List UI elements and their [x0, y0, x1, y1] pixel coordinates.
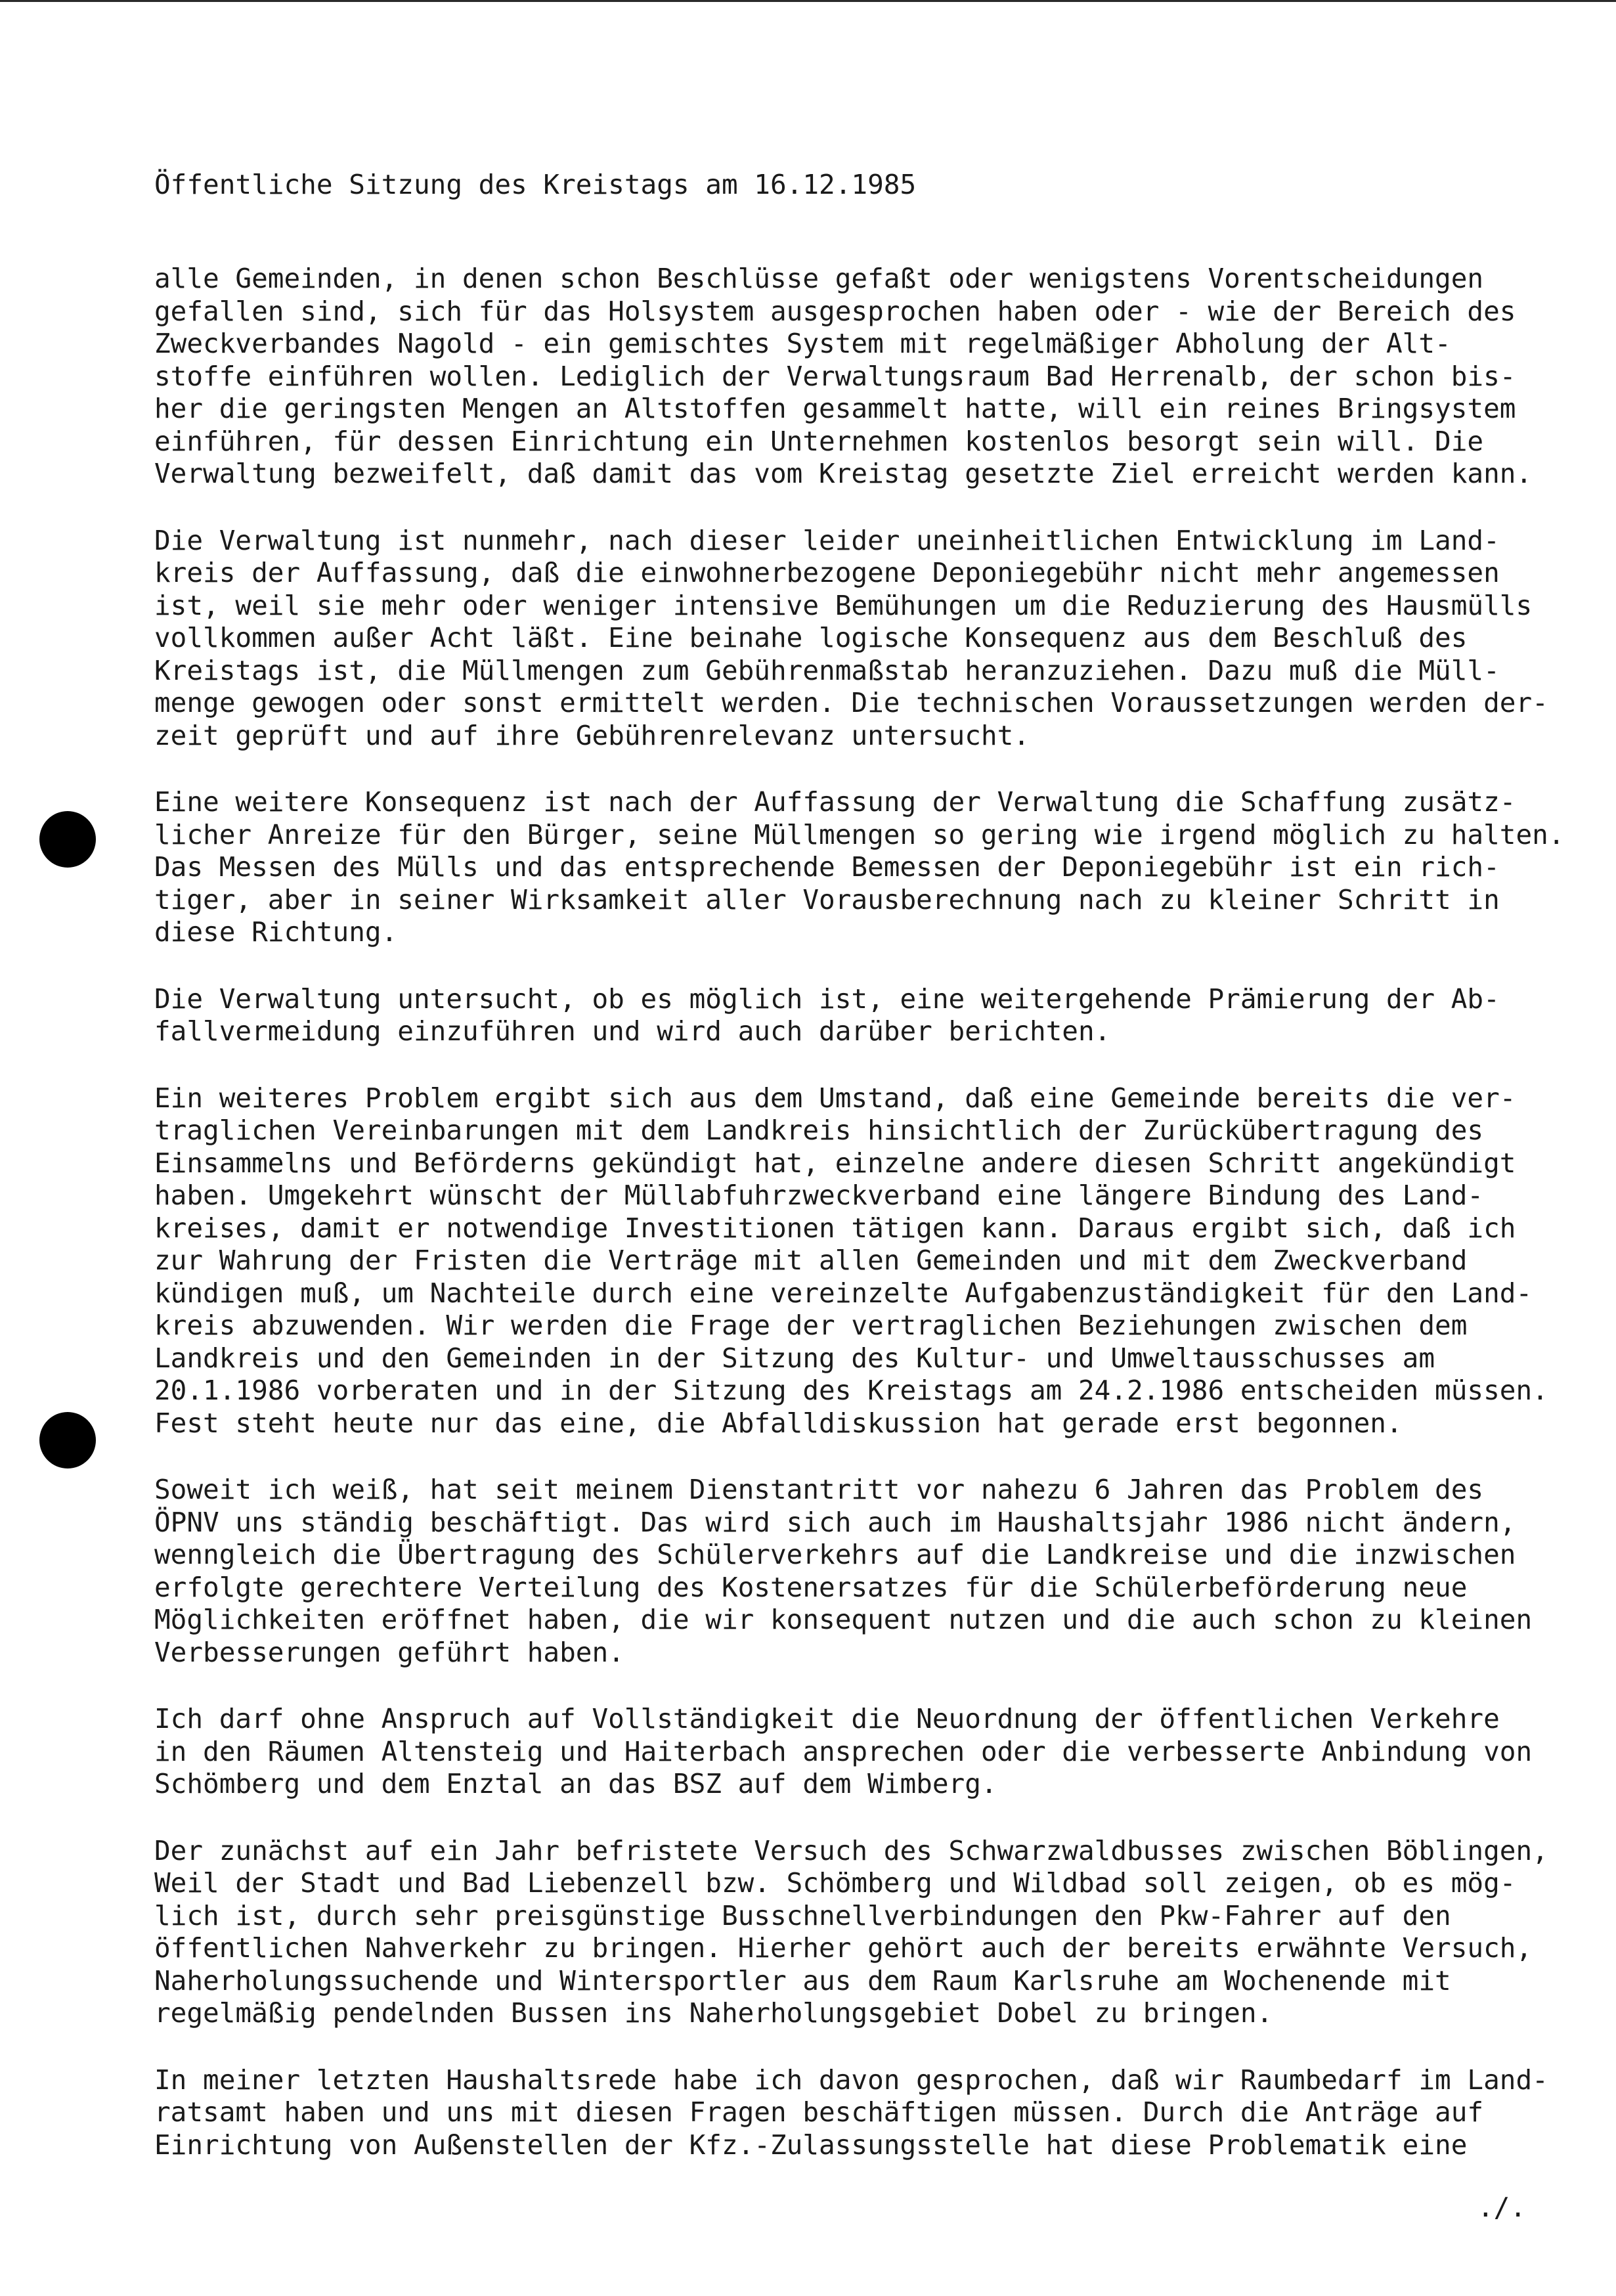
text-line: traglichen Vereinbarungen mit dem Landkreis hinsichtlich der Zurückübertragung des [154, 1115, 1484, 1146]
text-line: Verbesserungen geführt haben. [154, 1636, 624, 1668]
text-line: ist, weil sie mehr oder weniger intensive Bemühungen um die Reduzierung des Hausmülls [154, 589, 1533, 621]
text-line: Die Verwaltung untersucht, ob es möglich ist, eine weitergehende Prämierung der Ab- [154, 982, 1500, 1015]
text-line: menge gewogen oder sonst ermittelt werden. Die technischen Voraussetzungen werden der- [154, 687, 1548, 718]
paragraph [154, 1474, 1566, 1669]
text-line: Das Messen des Mülls und das entsprechende Bemessen der Deponiegebühr ist ein rich- [154, 851, 1500, 883]
text-line: 20.1.1986 vorberaten und in der Sitzung des Kreistags am 24.2.1986 entscheiden müssen. [154, 1375, 1548, 1406]
text-line: her die geringsten Mengen an Altstoffen gesammelt hatte, will ein reines Bringsystem [154, 393, 1516, 424]
text-line: ÖPNV uns ständig beschäftigt. Das wird sich auch im Haushaltsjahr 1986 nicht ändern, [154, 1506, 1516, 1538]
paragraph [154, 1703, 1566, 1801]
text-line: erfolgte gerechtere Verteilung des Kostenersatzes für die Schülerbeförderung neue [154, 1571, 1468, 1603]
text-line: Kreistags ist, die Müllmengen zum Gebührenmaßstab heranzuziehen. Dazu muß die Müll- [154, 654, 1500, 686]
text-line: Der zunächst auf ein Jahr befristete Versuch des Schwarzwaldbusses zwischen Böblingen, [154, 1834, 1548, 1866]
text-line: Einrichtung von Außenstellen der Kfz.-Zulassungsstelle hat diese Problematik eine [154, 2129, 1468, 2161]
paragraph [154, 786, 1566, 949]
text-line: kreis der Auffassung, daß die einwohnerbezogene Deponiegebühr nicht mehr angemessen [154, 557, 1500, 588]
text-line: einführen, für dessen Einrichtung ein Unternehmen kostenlos besorgt sein will. Die [154, 425, 1484, 457]
text-line: Möglichkeiten eröffnet haben, die wir konsequent nutzen und die auch schon zu kleinen [154, 1604, 1533, 1635]
text-line: diese Richtung. [154, 916, 398, 948]
text-line: kreises, damit er notwendige Investitionen tätigen kann. Daraus ergibt sich, daß ich [154, 1212, 1516, 1244]
text-line: stoffe einführen wollen. Lediglich der Verwaltungsraum Bad Herrenalb, der schon bis- [154, 360, 1516, 392]
text-line: In meiner letzten Haushaltsrede habe ich davon gesprochen, daß wir Raumbedarf im Land- [154, 2064, 1548, 2096]
text-line: Einsammelns und Beförderns gekündigt hat, einzelne andere diesen Schritt angekündigt [154, 1147, 1516, 1179]
text-line: Schömberg und dem Enztal an das BSZ auf dem Wimberg. [154, 1768, 997, 1799]
text-line: wenngleich die Übertragung des Schülerverkehrs auf die Landkreise und die inzwischen [154, 1539, 1516, 1570]
text-line: Eine weitere Konsequenz ist nach der Auffassung der Verwaltung die Schaffung zusätz- [154, 786, 1516, 818]
paragraph [154, 1835, 1566, 2030]
text-line: Verwaltung bezweifelt, daß damit das vom Kreistag gesetzte Ziel erreicht werden kann. [154, 458, 1533, 489]
paragraph [154, 263, 1566, 491]
paragraph [154, 525, 1566, 753]
text-line: zur Wahrung der Fristen die Verträge mit allen Gemeinden und mit dem Zweckverband [154, 1245, 1468, 1276]
paragraph [154, 1082, 1566, 1440]
text-line: in den Räumen Altensteig und Haiterbach ansprechen oder die verbesserte Anbindung von [154, 1735, 1533, 1767]
scan-top-edge [0, 0, 1616, 2]
document-body [154, 263, 1566, 2196]
text-line: öffentlichen Nahverkehr zu bringen. Hierher gehört auch der bereits erwähnte Versuch, [154, 1932, 1533, 1964]
text-line: vollkommen außer Acht läßt. Eine beinahe logische Konsequenz aus dem Beschluß des [154, 622, 1468, 653]
text-line: licher Anreize für den Bürger, seine Müllmengen so gering wie irgend möglich zu halten. [154, 818, 1565, 850]
text-line: fallvermeidung einzuführen und wird auch darüber berichten. [154, 1015, 1111, 1047]
text-line: tiger, aber in seiner Wirksamkeit aller Vorausberechnung nach zu kleiner Schritt in [154, 883, 1500, 916]
text-line: kündigen muß, um Nachteile durch eine vereinzelte Aufgabenzuständigkeit für den Land- [154, 1277, 1533, 1309]
paragraph [154, 983, 1566, 1048]
paragraph [154, 2064, 1566, 2162]
text-line: Ein weiteres Problem ergibt sich aus dem Umstand, daß eine Gemeinde bereits die ver- [154, 1082, 1516, 1114]
punch-hole [39, 811, 96, 868]
text-line: ratsamt haben und uns mit diesen Fragen beschäftigen müssen. Durch die Anträge auf [154, 2096, 1484, 2128]
text-line: regelmäßig pendelnden Bussen ins Naherholungsgebiet Dobel zu bringen. [154, 1997, 1273, 2029]
text-line: kreis abzuwenden. Wir werden die Frage der vertraglichen Beziehungen zwischen dem [154, 1310, 1468, 1341]
text-line: alle Gemeinden, in denen schon Beschlüsse gefaßt oder wenigstens Vorentscheidungen [154, 263, 1484, 294]
text-line: Fest steht heute nur das eine, die Abfalldiskussion hat gerade erst begonnen. [154, 1407, 1403, 1439]
text-line: Ich darf ohne Anspruch auf Vollständigkeit die Neuordnung der öffentlichen Verkehre [154, 1703, 1500, 1734]
text-line: gefallen sind, sich für das Holsystem ausgesprochen haben oder - wie der Bereich des [154, 295, 1516, 327]
text-line: Soweit ich weiß, hat seit meinem Dienstantritt vor nahezu 6 Jahren das Problem des [154, 1474, 1484, 1505]
continuation-mark: ./. [1477, 2192, 1527, 2223]
session-header: Öffentliche Sitzung des Kreistags am 16.12.1985 [154, 169, 917, 200]
text-line: Weil der Stadt und Bad Liebenzell bzw. Schömberg und Wildbad soll zeigen, ob es mög- [154, 1867, 1516, 1899]
text-line: Landkreis und den Gemeinden in der Sitzung des Kultur- und Umweltausschusses am [154, 1342, 1435, 1374]
text-line: haben. Umgekehrt wünscht der Müllabfuhrzweckverband eine längere Bindung des Land- [154, 1180, 1484, 1211]
text-line: Naherholungssuchende und Wintersportler aus dem Raum Karlsruhe am Wochenende mit [154, 1964, 1451, 1997]
text-line: Zweckverbandes Nagold - ein gemischtes System mit regelmäßiger Abholung der Alt- [154, 328, 1451, 359]
text-line: zeit geprüft und auf ihre Gebührenrelevanz untersucht. [154, 719, 1030, 751]
punch-hole [39, 1412, 96, 1468]
text-line: Die Verwaltung ist nunmehr, nach dieser leider uneinheitlichen Entwicklung im Land- [154, 524, 1500, 556]
text-line: lich ist, durch sehr preisgünstige Busschnellverbindungen den Pkw-Fahrer auf den [154, 1899, 1451, 1932]
